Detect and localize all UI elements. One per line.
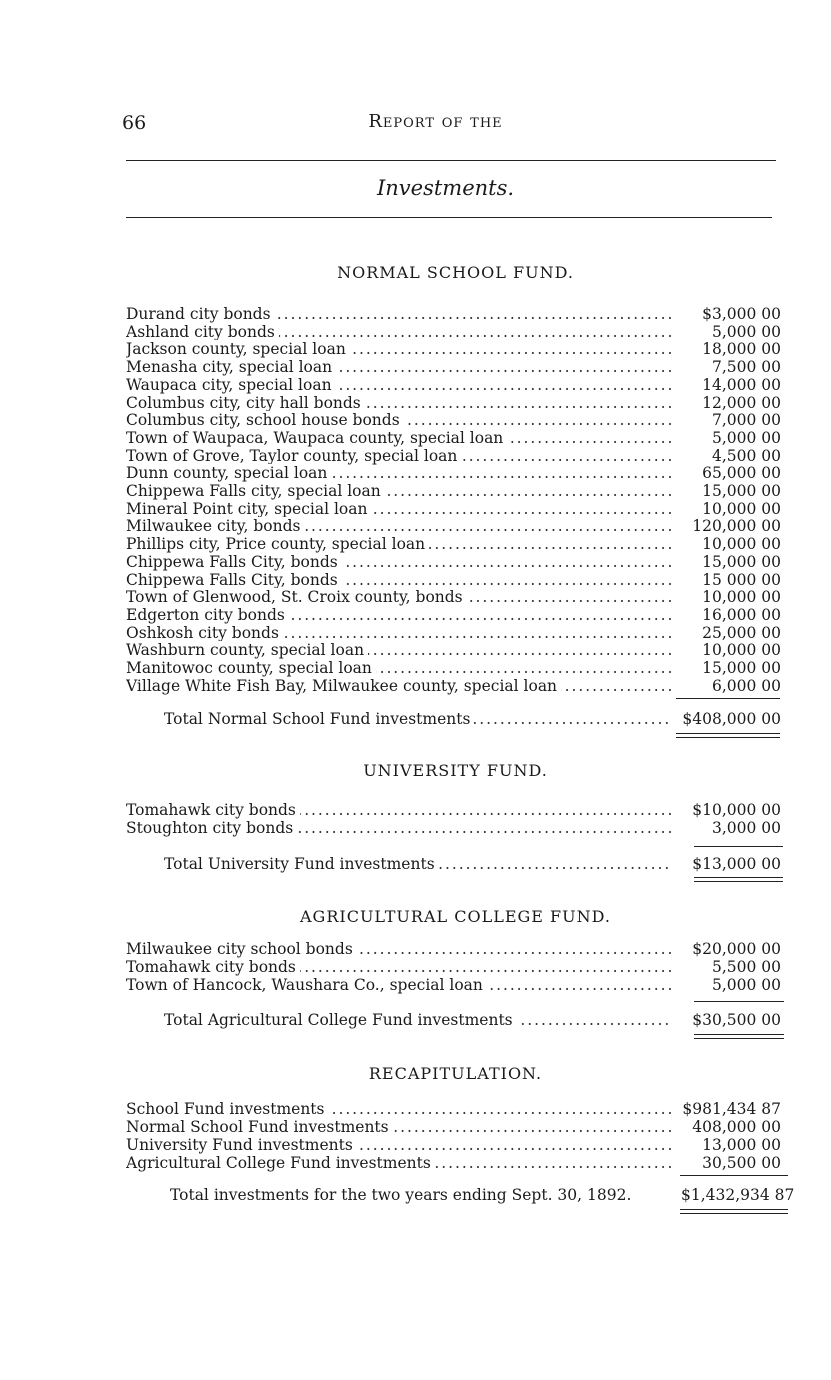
investment-label: Chippewa Falls city, special loan . . . <box>126 482 671 500</box>
investment-amount: $981,434 87 <box>682 1100 781 1118</box>
investment-amount: 10,000 00 <box>702 499 781 518</box>
investment-row <box>126 940 781 958</box>
investment-label: Dunn county, special loan . . . <box>126 464 671 482</box>
investment-amount: 14,000 00 <box>702 375 781 394</box>
investment-label: Agricultural College Fund investments . . . <box>126 1154 671 1172</box>
investment-label: Town of Grove, Taylor county, special loan . . . <box>126 447 671 465</box>
total-double-rule <box>676 733 780 738</box>
investment-row <box>126 482 781 500</box>
investment-label: Jackson county, special loan . . . <box>126 340 671 358</box>
investment-row <box>126 1100 781 1118</box>
investment-label: Waupaca city, special loan . . . <box>126 376 671 394</box>
fund-heading: NORMAL SCHOOL FUND. <box>337 263 574 282</box>
investment-label: Manitowoc county, special loan . . . <box>126 659 671 677</box>
investment-amount: 12,000 00 <box>702 393 781 412</box>
investment-row <box>126 340 781 358</box>
total-amount: $1,432,934 87 <box>681 1186 795 1204</box>
total-row <box>170 1186 795 1204</box>
investment-row <box>126 553 781 571</box>
investment-row <box>126 606 781 624</box>
total-label: Total University Fund investments . . . <box>164 855 671 873</box>
investment-label: Town of Hancock, Waushara Co., special loan . . . <box>126 976 671 994</box>
investment-label: University Fund investments . . . <box>126 1136 671 1154</box>
investment-row <box>126 429 781 447</box>
investment-row <box>126 659 781 677</box>
investment-amount: 7,500 00 <box>711 358 781 377</box>
investment-row <box>126 358 781 376</box>
investment-amount: 6,000 00 <box>711 676 781 695</box>
investment-row <box>126 801 781 819</box>
investment-amount: 5,500 00 <box>711 958 781 976</box>
investment-amount: $3,000 00 <box>702 305 781 323</box>
total-double-rule <box>694 877 783 882</box>
section-title: Investments. <box>376 176 515 200</box>
subtotal-rule <box>694 1001 784 1002</box>
investment-label: Town of Glenwood, St. Croix county, bonds . . . <box>126 588 671 606</box>
investment-amount: 10,000 00 <box>702 535 781 554</box>
page-number: 66 <box>122 112 147 134</box>
investment-amount: 10,000 00 <box>702 588 781 607</box>
investment-label: Town of Waupaca, Waupaca county, special loan . . . <box>126 429 671 447</box>
subtotal-rule <box>676 698 780 699</box>
investment-label: Mineral Point city, special loan . . . <box>126 500 671 518</box>
investment-amount: 30,500 00 <box>702 1154 781 1172</box>
total-row <box>164 1011 781 1029</box>
investment-row <box>126 394 781 412</box>
investment-label: Milwaukee city school bonds . . . <box>126 940 671 958</box>
investment-label: Menasha city, special loan . . . <box>126 358 671 376</box>
investment-amount: 13,000 00 <box>702 1136 781 1154</box>
investment-label: Columbus city, city hall bonds . . . <box>126 394 671 412</box>
running-title: Report of the <box>368 111 503 132</box>
subtotal-rule <box>680 1175 788 1176</box>
investment-label: Village White Fish Bay, Milwaukee county, special loan . . . <box>126 677 671 695</box>
investment-row <box>126 677 781 695</box>
investment-amount: 65,000 00 <box>702 464 781 483</box>
investment-row <box>126 305 781 323</box>
investment-row <box>126 535 781 553</box>
investment-row <box>126 464 781 482</box>
investment-label: Columbus city, school house bonds . . . <box>126 411 671 429</box>
investment-row <box>126 323 781 341</box>
investment-label: Tomahawk city bonds . . . <box>126 958 671 976</box>
fund-heading: RECAPITULATION. <box>368 1064 543 1083</box>
investment-amount: 5,000 00 <box>711 322 781 341</box>
investment-amount: 3,000 00 <box>711 819 781 837</box>
investment-amount: 15,000 00 <box>702 552 781 571</box>
investment-amount: 25,000 00 <box>702 623 781 642</box>
investment-label: Chippewa Falls City, bonds . . . <box>126 553 671 571</box>
investment-amount: 18,000 00 <box>702 340 781 359</box>
investment-amount: 15 000 00 <box>702 570 781 589</box>
investment-label: Normal School Fund investments . . . <box>126 1118 671 1136</box>
investment-row <box>126 1136 781 1154</box>
investment-amount: 15,000 00 <box>702 482 781 500</box>
investment-row <box>126 1118 781 1136</box>
investment-row <box>126 376 781 394</box>
investment-amount: 5,000 00 <box>711 976 781 994</box>
investment-amount: 7,000 00 <box>711 411 781 430</box>
header-rule-bottom <box>126 217 772 218</box>
investment-row <box>126 958 781 976</box>
investment-label: Ashland city bonds . . . <box>126 323 671 341</box>
investment-label: Oshkosh city bonds . . . <box>126 624 671 642</box>
investment-row <box>126 819 781 837</box>
total-double-rule <box>680 1209 788 1214</box>
investment-row <box>126 976 781 994</box>
investment-label: School Fund investments . . . <box>126 1100 671 1118</box>
investment-label: Washburn county, special loan . . . <box>126 641 671 659</box>
investment-row <box>126 641 781 659</box>
total-label: Total Agricultural College Fund investments . . . <box>164 1011 671 1029</box>
header-rule-top <box>126 160 776 161</box>
investment-row <box>126 517 781 535</box>
total-row <box>164 855 781 873</box>
investment-row <box>126 588 781 606</box>
total-label: Total Normal School Fund investments . . . <box>164 710 671 728</box>
investment-label: Phillips city, Price county, special loan . . . <box>126 535 671 553</box>
fund-heading: UNIVERSITY FUND. <box>363 761 548 780</box>
investment-row <box>126 1154 781 1172</box>
investment-label: Milwaukee city, bonds . . . <box>126 517 671 535</box>
investment-row <box>126 500 781 518</box>
investment-label: Tomahawk city bonds . . . <box>126 801 671 819</box>
investment-amount: 10,000 00 <box>702 641 781 660</box>
total-label: Total investments for the two years ending Sept. 30, 1892. <box>170 1186 675 1204</box>
investment-row <box>126 571 781 589</box>
investment-amount: 408,000 00 <box>692 1118 781 1136</box>
investment-label: Durand city bonds . . . <box>126 305 671 323</box>
total-double-rule <box>694 1034 784 1039</box>
fund-heading: AGRICULTURAL COLLEGE FUND. <box>300 907 611 926</box>
investment-amount: 120,000 00 <box>692 517 781 536</box>
investment-amount: 15,000 00 <box>702 659 781 677</box>
investment-amount: $10,000 00 <box>692 801 781 819</box>
investment-amount: 4,500 00 <box>711 446 781 465</box>
subtotal-rule <box>694 846 783 847</box>
investment-amount: $20,000 00 <box>692 940 781 958</box>
investment-row <box>126 447 781 465</box>
investment-label: Stoughton city bonds . . . <box>126 819 671 837</box>
investment-row <box>126 624 781 642</box>
investment-label: Edgerton city bonds . . . <box>126 606 671 624</box>
total-amount: $13,000 00 <box>692 855 781 873</box>
investment-label: Chippewa Falls City, bonds . . . <box>126 571 671 589</box>
investment-amount: 16,000 00 <box>702 605 781 624</box>
investment-amount: 5,000 00 <box>711 428 781 447</box>
total-amount: $408,000 00 <box>682 710 781 728</box>
total-row <box>164 710 781 728</box>
total-amount: $30,500 00 <box>692 1011 781 1029</box>
investment-row <box>126 411 781 429</box>
